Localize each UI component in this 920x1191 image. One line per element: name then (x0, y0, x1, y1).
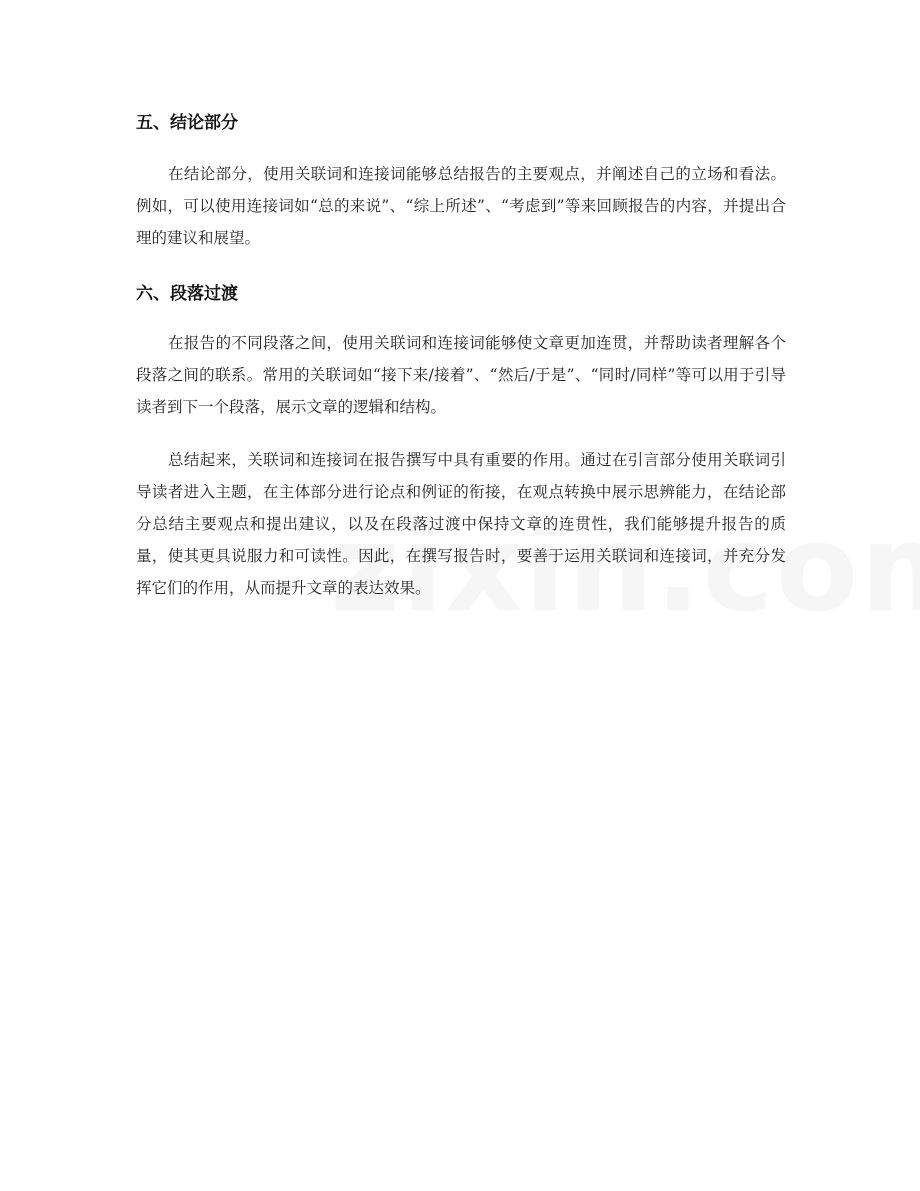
section-heading: 五、结论部分 (136, 113, 238, 133)
section-paragraph: 在报告的不同段落之间，使用关联词和连接词能够使文章更加连贯，并帮助读者理解各个段落之间的联系。常用的关联词如“接下来/接着”、“然后/于是”、“同时/同样”等可以用于引导读者到下一个段落，展示文章的逻辑和结构。 (136, 334, 786, 416)
section-heading: 六、段落过渡 (136, 284, 238, 304)
section-paragraph: 在结论部分，使用关联词和连接词能够总结报告的主要观点，并阐述自己的立场和看法。例如，可以使用连接词如“总的来说”、“综上所述”、“考虑到”等来回顾报告的内容，并提出合理的建议和展望。 (136, 165, 786, 247)
summary-paragraph: 总结起来，关联词和连接词在报告撰写中具有重要的作用。通过在引言部分使用关联词引导读者进入主题，在主体部分进行论点和例证的衔接，在观点转换中展示思辨能力，在结论部分总结主要观点和提出建议，以及在段落过渡中保持文章的连贯性，我们能够提升报告的质量，使其更具说服力和可读性。因此，在撰写报告时，要善于运用关联词和连接词，并充分发挥它们的作用，从而提升文章的表达效果。 (136, 451, 786, 597)
document-page (136, 96, 786, 604)
section-conclusion (136, 110, 786, 254)
section-transition (136, 281, 786, 604)
